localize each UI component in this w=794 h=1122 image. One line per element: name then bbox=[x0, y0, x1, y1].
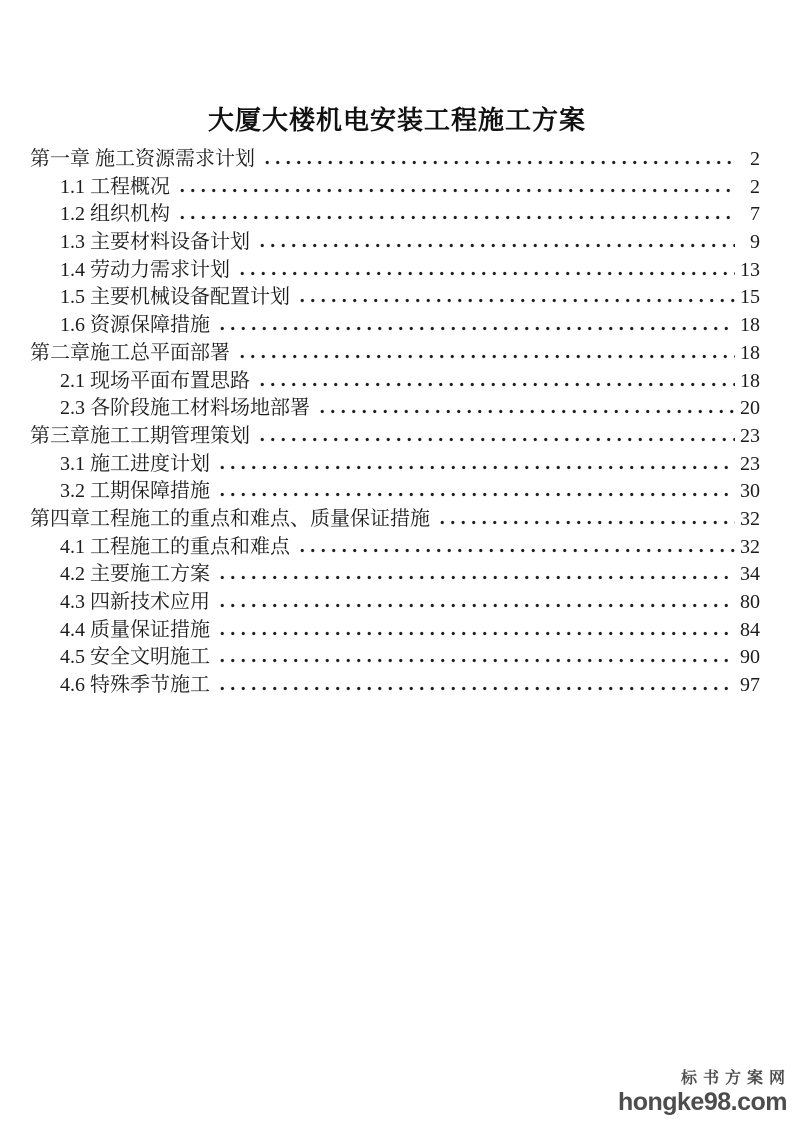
watermark-site-name: 标书方案网 bbox=[680, 1070, 791, 1087]
toc-entry-label: 3.1 施工进度计划 bbox=[60, 452, 210, 475]
toc-entry-label: 4.6 特殊季节施工 bbox=[60, 674, 210, 697]
toc-entry bbox=[30, 341, 760, 369]
toc-entry-label: 4.4 质量保证措施 bbox=[60, 618, 210, 641]
watermark-site-url: hongke98.com bbox=[617, 1088, 787, 1116]
toc-entry-label: 1.2 组织机构 bbox=[60, 203, 170, 226]
dot-leader bbox=[297, 548, 735, 553]
toc-entry-page: 2 bbox=[750, 175, 760, 198]
toc-entry bbox=[30, 479, 760, 507]
toc-entry-label: 1.3 主要材料设备计划 bbox=[60, 231, 250, 254]
toc-entry bbox=[30, 147, 760, 175]
toc-entry-page: 30 bbox=[740, 480, 760, 503]
toc-entry-label: 4.3 四新技术应用 bbox=[60, 591, 210, 613]
toc-entry-page: 13 bbox=[740, 258, 760, 281]
toc-entry bbox=[30, 507, 760, 535]
toc-entry-page: 18 bbox=[740, 341, 760, 364]
toc-entry bbox=[30, 618, 760, 646]
toc-entry-label: 第二章施工总平面部署 bbox=[30, 341, 230, 364]
dot-leader bbox=[237, 271, 735, 276]
toc-entry bbox=[30, 535, 760, 563]
dot-leader bbox=[317, 409, 735, 414]
dot-leader bbox=[257, 437, 735, 442]
dot-leader bbox=[217, 465, 735, 470]
toc-entry-label: 1.6 资源保障措施 bbox=[60, 314, 210, 337]
toc-entry bbox=[30, 424, 760, 452]
dot-leader bbox=[297, 298, 735, 303]
document-title: 大厦大楼机电安装工程施工方案 bbox=[207, 106, 586, 135]
toc-entry-label: 2.3 各阶段施工材料场地部署 bbox=[60, 397, 310, 420]
toc-entry bbox=[30, 202, 760, 230]
dot-leader bbox=[257, 382, 735, 387]
toc-entry-label: 4.5 安全文明施工 bbox=[60, 646, 210, 669]
toc-entry-page: 2 bbox=[750, 148, 760, 170]
toc-entry bbox=[30, 285, 760, 313]
toc-entry-label: 第三章施工工期管理策划 bbox=[30, 424, 250, 447]
toc-entry bbox=[30, 313, 760, 341]
toc-entry-page: 90 bbox=[740, 646, 760, 669]
toc-entry bbox=[30, 590, 760, 618]
toc-entry-page: 34 bbox=[740, 563, 760, 586]
toc-entry-page: 84 bbox=[740, 618, 760, 641]
table-of-contents bbox=[30, 147, 760, 701]
toc-entry-page: 32 bbox=[740, 535, 760, 558]
toc-entry-page: 18 bbox=[740, 369, 760, 392]
watermark bbox=[617, 1069, 791, 1116]
toc-entry-label: 4.2 主要施工方案 bbox=[60, 563, 210, 586]
dot-leader bbox=[177, 188, 735, 193]
toc-entry-label: 4.1 工程施工的重点和难点 bbox=[60, 535, 290, 558]
toc-entry-page: 32 bbox=[740, 507, 760, 530]
toc-entry-page: 18 bbox=[740, 314, 760, 337]
toc-entry bbox=[30, 673, 760, 701]
dot-leader bbox=[217, 686, 735, 691]
toc-entry bbox=[30, 258, 760, 286]
toc-entry-label: 2.1 现场平面布置思路 bbox=[60, 369, 250, 392]
toc-entry-label: 1.4 劳动力需求计划 bbox=[60, 258, 230, 281]
dot-leader bbox=[217, 326, 735, 331]
toc-entry bbox=[30, 230, 760, 258]
toc-entry bbox=[30, 562, 760, 590]
toc-entry-page: 9 bbox=[750, 231, 760, 254]
toc-entry-page: 7 bbox=[750, 203, 760, 226]
toc-entry bbox=[30, 452, 760, 480]
dot-leader bbox=[177, 215, 735, 220]
toc-entry bbox=[30, 175, 760, 203]
toc-entry bbox=[30, 396, 760, 424]
dot-leader bbox=[217, 658, 735, 663]
toc-entry bbox=[30, 645, 760, 673]
dot-leader bbox=[217, 603, 735, 608]
toc-entry-label: 3.2 工期保障措施 bbox=[60, 480, 210, 503]
toc-entry-page: 23 bbox=[740, 452, 760, 475]
dot-leader bbox=[262, 160, 735, 165]
toc-entry-page: 97 bbox=[740, 674, 760, 697]
toc-entry-page: 20 bbox=[740, 397, 760, 420]
toc-entry-page: 80 bbox=[740, 591, 760, 613]
dot-leader bbox=[217, 631, 735, 636]
toc-entry-label: 1.1 工程概况 bbox=[60, 175, 170, 198]
dot-leader bbox=[217, 575, 735, 580]
dot-leader bbox=[257, 243, 735, 248]
toc-entry bbox=[30, 369, 760, 397]
toc-entry-label: 第一章 施工资源需求计划 bbox=[30, 148, 255, 170]
dot-leader bbox=[437, 520, 735, 525]
toc-entry-label: 第四章工程施工的重点和难点、质量保证措施 bbox=[30, 507, 430, 530]
dot-leader bbox=[237, 354, 735, 359]
toc-entry-page: 23 bbox=[740, 424, 760, 447]
toc-entry-page: 15 bbox=[740, 286, 760, 309]
toc-entry-label: 1.5 主要机械设备配置计划 bbox=[60, 286, 290, 309]
dot-leader bbox=[217, 492, 735, 497]
